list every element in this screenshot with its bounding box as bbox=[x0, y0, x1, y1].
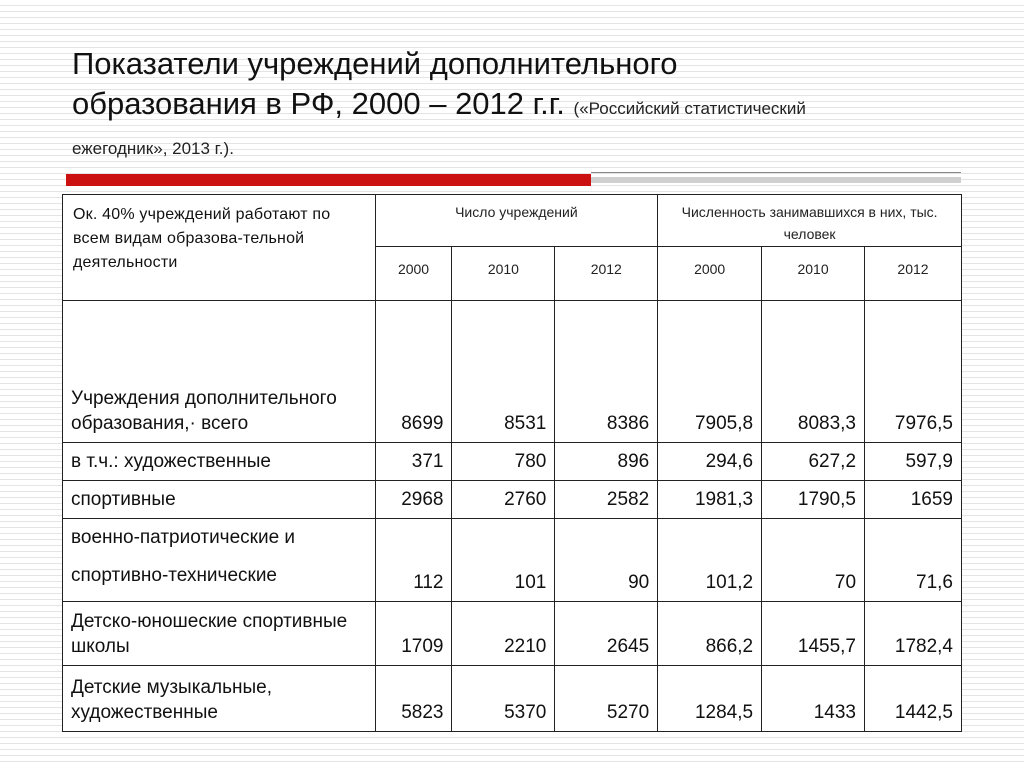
header-participants-count: Численность занимавшихся в них, тыс. человек bbox=[658, 195, 962, 247]
table-cell: 70 bbox=[762, 519, 865, 602]
table-cell: 896 bbox=[555, 443, 658, 481]
corner-note: Ок. 40% учреждений работают по всем видам образова-тельной деятельности bbox=[63, 195, 376, 301]
table-cell: 8083,3 bbox=[762, 301, 865, 443]
header-institutions-count: Число учреждений bbox=[375, 195, 658, 247]
title-line-1: Показатели учреждений дополнительного bbox=[72, 46, 678, 81]
table-cell: 1782,4 bbox=[865, 602, 962, 666]
table-cell: 866,2 bbox=[658, 602, 762, 666]
table-cell: 1442,5 bbox=[865, 666, 962, 732]
table-cell: 101 bbox=[452, 519, 555, 602]
table-cell: 112 bbox=[375, 519, 452, 602]
table-cell: 5370 bbox=[452, 666, 555, 732]
table-cell: 1790,5 bbox=[762, 481, 865, 519]
row-label: Учреждения дополнительного образования,· всего bbox=[63, 301, 376, 443]
year-header: 2010 bbox=[762, 247, 865, 301]
table-row bbox=[63, 519, 962, 602]
gray-accent-bar bbox=[591, 177, 961, 183]
table-cell: 5823 bbox=[375, 666, 452, 732]
table-cell: 1709 bbox=[375, 602, 452, 666]
table-cell: 101,2 bbox=[658, 519, 762, 602]
table-cell: 2210 bbox=[452, 602, 555, 666]
table-cell: 597,9 bbox=[865, 443, 962, 481]
row-label: Детско-юношеские спортивные школы bbox=[63, 602, 376, 666]
red-accent-bar bbox=[66, 174, 591, 186]
year-header: 2012 bbox=[865, 247, 962, 301]
year-header: 2012 bbox=[555, 247, 658, 301]
statistics-table bbox=[62, 194, 962, 732]
table-cell: 7905,8 bbox=[658, 301, 762, 443]
table-row bbox=[63, 301, 962, 443]
table-cell: 90 bbox=[555, 519, 658, 602]
table-row bbox=[63, 481, 962, 519]
table-cell: 371 bbox=[375, 443, 452, 481]
table-cell: 8531 bbox=[452, 301, 555, 443]
row-label: Детские музыкальные, художественные bbox=[63, 666, 376, 732]
table-cell: 1981,3 bbox=[658, 481, 762, 519]
row-label: спортивные bbox=[63, 481, 376, 519]
table-cell: 1659 bbox=[865, 481, 962, 519]
year-header: 2000 bbox=[375, 247, 452, 301]
table-row bbox=[63, 443, 962, 481]
source-note-2: ежегодник», 2013 г.). bbox=[72, 139, 234, 158]
table-cell: 1284,5 bbox=[658, 666, 762, 732]
source-note-1: («Российский статистический bbox=[573, 99, 806, 118]
table-cell: 2968 bbox=[375, 481, 452, 519]
table-cell: 8386 bbox=[555, 301, 658, 443]
table-cell: 294,6 bbox=[658, 443, 762, 481]
row-label: в т.ч.: художественные bbox=[63, 443, 376, 481]
table-cell: 1433 bbox=[762, 666, 865, 732]
table-cell: 2760 bbox=[452, 481, 555, 519]
table-cell: 7976,5 bbox=[865, 301, 962, 443]
table-cell: 780 bbox=[452, 443, 555, 481]
table-cell: 2582 bbox=[555, 481, 658, 519]
thin-divider-line bbox=[591, 172, 961, 173]
table-cell: 627,2 bbox=[762, 443, 865, 481]
header-row-groups bbox=[63, 195, 962, 247]
year-header: 2000 bbox=[658, 247, 762, 301]
table-row bbox=[63, 666, 962, 732]
row-label: военно-патриотические и спортивно-технические bbox=[63, 519, 376, 602]
table-row bbox=[63, 602, 962, 666]
table-cell: 5270 bbox=[555, 666, 658, 732]
table-cell: 8699 bbox=[375, 301, 452, 443]
table-cell: 71,6 bbox=[865, 519, 962, 602]
year-header: 2010 bbox=[452, 247, 555, 301]
title-line-2: образования в РФ, 2000 – 2012 г.г. bbox=[72, 86, 565, 121]
slide-title bbox=[72, 44, 972, 164]
table-cell: 2645 bbox=[555, 602, 658, 666]
table-cell: 1455,7 bbox=[762, 602, 865, 666]
